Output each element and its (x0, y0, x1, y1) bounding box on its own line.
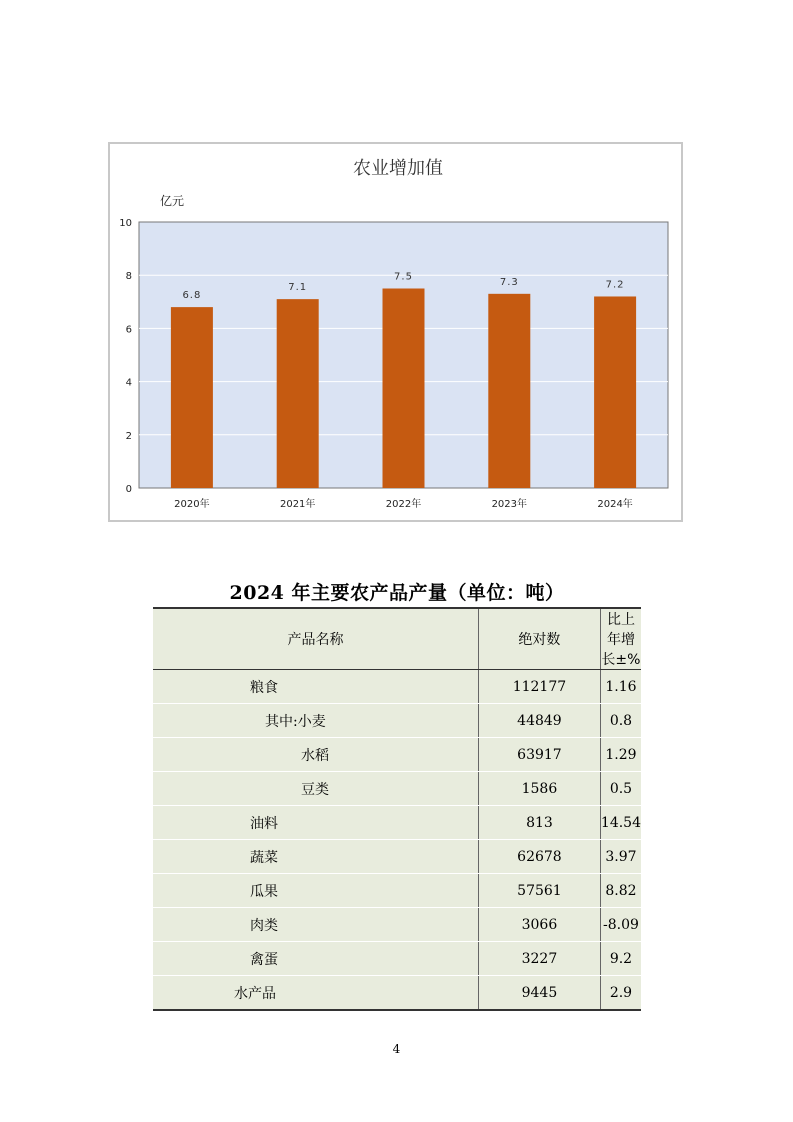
table-body (153, 670, 641, 1011)
growth-rate-cell: 8.82 (600, 874, 641, 908)
y-tick-label: 8 (125, 271, 132, 283)
y-tick-label: 6 (125, 324, 132, 336)
table-row (153, 874, 641, 908)
table-row (153, 942, 641, 976)
table-row (153, 806, 641, 840)
absolute-value-cell: 1586 (478, 772, 600, 806)
y-tick-label: 0 (125, 484, 132, 495)
growth-rate-cell: 9.2 (600, 942, 641, 976)
bar (277, 299, 319, 488)
product-name-cell: 其中:小麦 (153, 704, 478, 738)
absolute-value-cell: 3227 (478, 942, 600, 976)
bar-data-label: 6.8 (182, 290, 202, 302)
growth-rate-cell: 1.29 (600, 738, 641, 772)
growth-rate-cell: 0.8 (600, 704, 641, 738)
x-tick-label: 2021年 (279, 499, 316, 510)
bar-data-label: 7.2 (605, 279, 625, 291)
growth-rate-cell: 3.97 (600, 840, 641, 874)
page-number: 4 (392, 1042, 401, 1056)
growth-rate-cell: 2.9 (600, 976, 641, 1011)
product-name-cell: 禽蛋 (153, 942, 478, 976)
absolute-value-cell: 9445 (478, 976, 600, 1011)
y-tick-label: 2 (125, 430, 132, 442)
agri-value-chart (108, 142, 683, 522)
product-name-cell: 油料 (153, 806, 478, 840)
x-axis-ticks (174, 497, 633, 510)
absolute-value-cell: 3066 (478, 908, 600, 942)
x-tick-label: 2022年 (385, 499, 422, 510)
product-name-cell: 水产品 (153, 976, 478, 1011)
header-growth-rate: 比上年增长±% (600, 608, 641, 670)
absolute-value-cell: 112177 (478, 670, 600, 704)
absolute-value-cell: 57561 (478, 874, 600, 908)
growth-rate-cell: 0.5 (600, 772, 641, 806)
product-name-cell: 粮食 (153, 670, 478, 704)
bar-data-label: 7.1 (288, 282, 308, 294)
product-name-cell: 水稻 (153, 738, 478, 772)
absolute-value-cell: 44849 (478, 704, 600, 738)
y-tick-label: 10 (119, 218, 132, 229)
chart-title: 农业增加值 (353, 158, 443, 179)
y-axis-ticks (119, 218, 132, 495)
chart-svg (110, 144, 685, 524)
table-row (153, 670, 641, 704)
product-name-cell: 瓜果 (153, 874, 478, 908)
y-axis-unit-label: 亿元 (160, 194, 185, 208)
table-row (153, 840, 641, 874)
bar-data-label: 7.5 (394, 271, 413, 283)
bar (383, 289, 425, 489)
bar (594, 296, 636, 488)
growth-rate-cell: 14.54 (600, 806, 641, 840)
absolute-value-cell: 62678 (478, 840, 600, 874)
y-tick-label: 4 (125, 377, 132, 389)
product-name-cell: 豆类 (153, 772, 478, 806)
absolute-value-cell: 813 (478, 806, 600, 840)
bar (171, 307, 213, 488)
absolute-value-cell: 63917 (478, 738, 600, 772)
header-product-name: 产品名称 (153, 608, 478, 670)
header-absolute-value: 绝对数 (478, 608, 600, 670)
table-row (153, 908, 641, 942)
x-tick-label: 2020年 (174, 499, 210, 510)
bar (488, 294, 530, 488)
x-tick-label: 2024年 (597, 499, 633, 510)
x-tick-label: 2023年 (491, 499, 528, 510)
table-title: 2024 年主要农产品产量（单位：吨） (229, 582, 565, 604)
table-row (153, 704, 641, 738)
production-table (153, 607, 641, 1011)
table-row (153, 738, 641, 772)
bar-data-label: 7.3 (499, 276, 519, 288)
table-row (153, 772, 641, 806)
table-header-row (153, 608, 641, 670)
growth-rate-cell: 1.16 (600, 670, 641, 704)
growth-rate-cell: -8.09 (600, 908, 641, 942)
table-row (153, 976, 641, 1011)
product-name-cell: 肉类 (153, 908, 478, 942)
product-name-cell: 蔬菜 (153, 840, 478, 874)
